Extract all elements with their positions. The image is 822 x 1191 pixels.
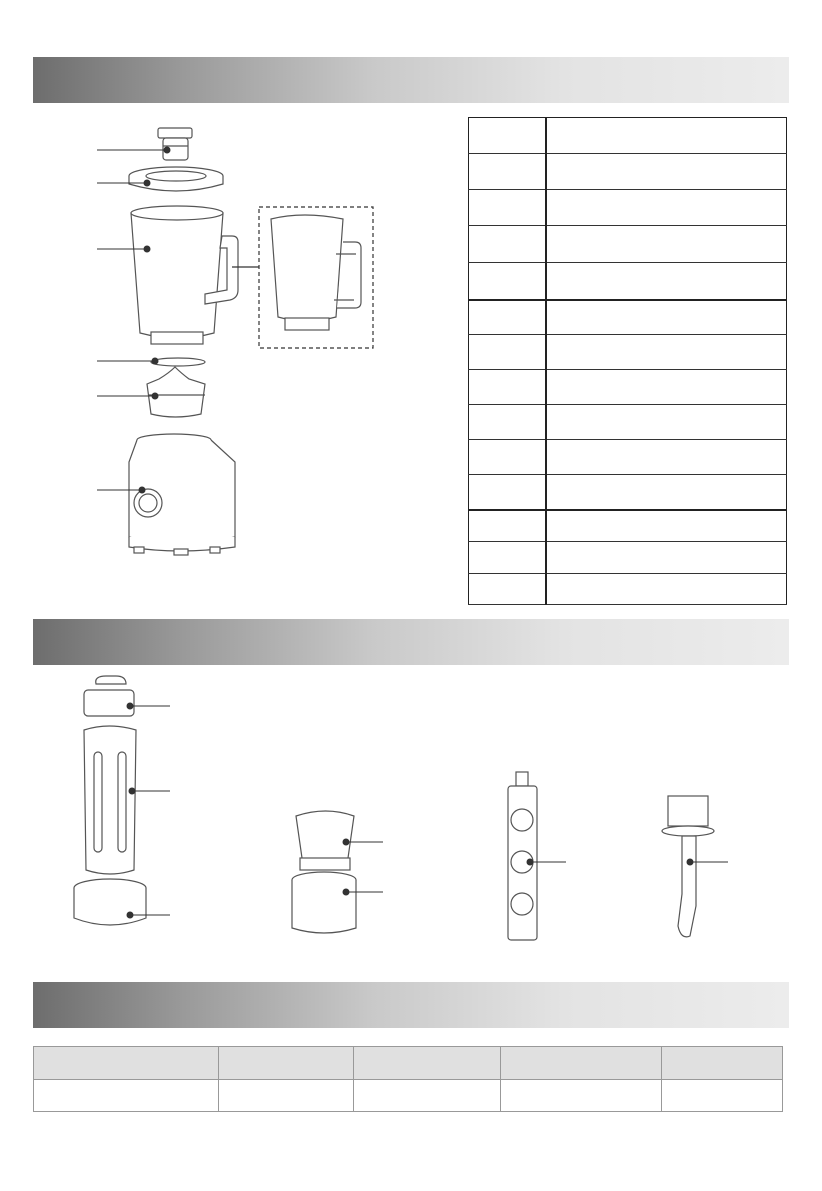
part-name [546,574,787,605]
bottle-blade-base [74,879,146,925]
spec-header-cell [219,1047,354,1080]
parts-row [469,154,787,190]
part-name [546,154,787,190]
spec-header-cell [662,1047,783,1080]
parts-row [469,226,787,263]
part-number [469,118,547,154]
part-name [546,226,787,263]
part-number [469,405,547,440]
parts-row [469,263,787,300]
spec-header-cell [34,1047,219,1080]
part-name [546,542,787,574]
parts-row [469,118,787,154]
part-number [469,300,547,335]
parts-row [469,542,787,574]
part-number [469,190,547,226]
part-name [546,370,787,405]
part-name [546,335,787,370]
spec-value-cell [34,1080,219,1112]
part-name [546,190,787,226]
part-number [469,335,547,370]
parts-row [469,574,787,605]
lid [129,167,223,191]
part-number [469,263,547,300]
part-number [469,542,547,574]
sport-bottle-lid [84,676,134,716]
parts-row [469,370,787,405]
parts-list-table [468,117,787,605]
parts-row [469,300,787,335]
spec-value-row [34,1080,783,1112]
spec-value-cell [219,1080,354,1112]
part-name [546,118,787,154]
motor-base [129,434,235,555]
part-number [469,154,547,190]
tamper-spatula [662,796,714,937]
blender-jar [131,206,238,344]
spec-value-cell [662,1080,783,1112]
spec-header-cell [354,1047,501,1080]
parts-row [469,440,787,475]
part-number [469,370,547,405]
part-name [546,405,787,440]
part-number [469,510,547,542]
part-number [469,226,547,263]
part-name [546,440,787,475]
parts-row [469,405,787,440]
measuring-cup [158,128,192,160]
part-name [546,300,787,335]
part-number [469,475,547,510]
alternative-glass-jar [271,215,361,330]
grinder-blade-base [292,872,356,933]
parts-row [469,190,787,226]
blade-assembly [147,367,205,417]
sport-bottle [84,726,136,874]
part-name [546,475,787,510]
part-name [546,263,787,300]
spec-header-cell [501,1047,662,1080]
specifications-table [33,1046,783,1112]
part-name [546,510,787,542]
spec-header-row [34,1047,783,1080]
part-number [469,440,547,475]
part-number [469,574,547,605]
parts-row [469,510,787,542]
parts-row [469,475,787,510]
spec-value-cell [354,1080,501,1112]
sealing-ring [151,358,205,366]
spec-value-cell [501,1080,662,1112]
ice-cube-tray-mold [508,772,537,940]
parts-row [469,335,787,370]
